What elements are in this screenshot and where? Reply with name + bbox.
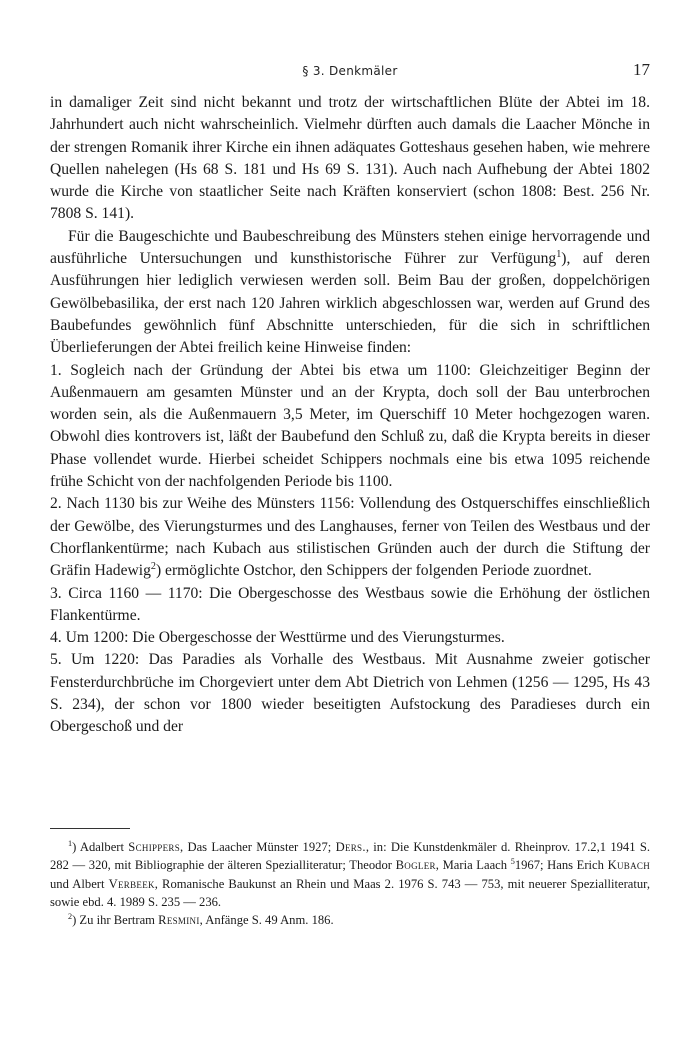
- footnote-1-text: ) Adalbert: [72, 840, 129, 854]
- footnote-2: [50, 911, 650, 929]
- list-item-2-text: 2. Nach 1130 bis zur Weihe des Münsters 1156: Vollendung des Ostquerschiffes einschließlich der Gewölbe, des Vierungsturmes und des Langhauses, ferner von Teilen des Westbaus und der Chorflankentürme; nach Kubach aus stilistischen Gründen auch der durch die Stiftung der Gräfin Hadewig: [50, 495, 650, 580]
- footnote-2-mark: 2: [68, 912, 73, 921]
- footnote-ref-1: 1: [556, 248, 562, 260]
- paragraph-1: in damaliger Zeit sind nicht bekannt und trotz der wirtschaftlichen Blüte der Abtei im 18. Jahrhundert auch nicht wahrscheinlich. Vielmehr dürften auch damals die Laacher Mönche in der strengen Romanik ihrer Kirche ein ihnen adäquates Gotteshaus gesehen haben, wie mehrere Quellen nahelegen (Hs 68 S. 181 und Hs 69 S. 131). Auch nach Aufhebung der Abtei 1802 wurde die Kirche von staatlicher Seite nach Kräften konserviert (schon 1808: Best. 256 Nr. 7808 S. 141).: [50, 94, 650, 223]
- page-number: 17: [633, 60, 650, 79]
- paragraph-2-text-cont: ), auf deren Ausführungen hier lediglich verwiesen werden soll. Beim Bau der großen, doppelchörigen Gewölbebasilika, der erst nach 120 Jahren wirklich abgeschlossen war, werden auf Grund des Baubefundes gewöhnlich fünf Abschnitte unterschieden, für die sich in schriftlichen Überlieferungen der Abtei freilich keine Hinweise finden:: [50, 250, 650, 357]
- paragraph-2-text: Für die Baugeschichte und Baubeschreibung des Münsters stehen einige hervorragende und ausführliche Untersuchungen und kunsthistorische Führer zur Verfügung: [50, 227, 650, 268]
- list-item-2: [50, 493, 650, 582]
- footnote-1-text: , in: Die Kunstdenkmäler d. Rheinprov. 17.2,1 1941 S. 282 — 320, mit Bibliographie der älteren Spezialliteratur; Theodor: [50, 840, 650, 873]
- footnote-1-mark: 1: [68, 838, 73, 848]
- footnote-2-text: , Anfänge S. 49 Anm. 186.: [199, 913, 334, 928]
- footnote-2-text: ) Zu ihr Bertram: [72, 913, 159, 928]
- author-name: Schippers: [128, 840, 181, 854]
- body-text: [50, 92, 650, 739]
- list-item-4: 4. Um 1200: Die Obergeschosse der Westtürme und des Vierungsturmes.: [50, 629, 505, 647]
- footnote-1-text: und Albert: [50, 876, 109, 891]
- footnote-separator: [50, 828, 130, 829]
- running-title: § 3. Denkmäler: [302, 64, 398, 78]
- edition-number: 5: [510, 857, 515, 867]
- list-item-3: 3. Circa 1160 — 1170: Die Obergeschosse des Westbaus sowie die Erhöhung der östlichen Flankentürme.: [50, 584, 650, 624]
- list-item-2-text-cont: ) ermöglichte Ostchor, den Schippers der folgenden Periode zuordnet.: [155, 562, 592, 580]
- author-name: Kubach: [607, 858, 650, 873]
- book-page: [50, 0, 650, 1048]
- paragraph-2: [50, 226, 650, 360]
- author-name: Resmini: [158, 913, 200, 928]
- author-name: Bogler: [395, 858, 436, 873]
- footnote-ref-2: 2: [150, 561, 156, 573]
- footnote-1-text: 1967; Hans Erich: [514, 858, 608, 873]
- footnote-1: [50, 838, 650, 911]
- footnote-1-text: , Romanische Baukunst an Rhein und Maas 2. 1976 S. 743 — 753, mit neuerer Spezialliteratur, sowie ebd. 4. 1989 S. 235 — 236.: [50, 876, 650, 909]
- list-item-1: 1. Sogleich nach der Gründung der Abtei bis etwa um 1100: Gleichzeitiger Beginn der Außenmauern am gesamten Münster und an der Krypta, doch soll der Bau unterbrochen worden sein, als die Außenmauern 3,5 Meter, im Querschiff 10 Meter hochgezogen waren. Obwohl dies kontrovers ist, läßt der Baubefund den Schluß zu, daß die Krypta bereits in dieser Phase vollendet wurde. Hierbei scheidet Schippers nochmals eine bis etwa 1095 reichende frühe Schicht von der nachfolgenden Periode bis 1100.: [50, 361, 650, 491]
- footnotes: [50, 838, 650, 929]
- footnote-1-text: , Das Laacher Münster 1927;: [180, 840, 336, 854]
- author-name: Verbeek: [108, 876, 155, 891]
- author-name: Ders.: [335, 840, 366, 854]
- footnote-1-text: , Maria Laach: [435, 858, 511, 873]
- running-head: [50, 60, 650, 84]
- list-item-5: 5. Um 1220: Das Paradies als Vorhalle des Westbaus. Mit Ausnahme zweier gotischer Fensterdurchbrüche im Chorgeviert unter dem Abt Dietrich von Lehmen (1256 — 1295, Hs 43 S. 234), der schon vor 1800 wieder beseitigten Aufstockung des Paradieses durch ein Obergeschoß und der: [50, 651, 650, 736]
